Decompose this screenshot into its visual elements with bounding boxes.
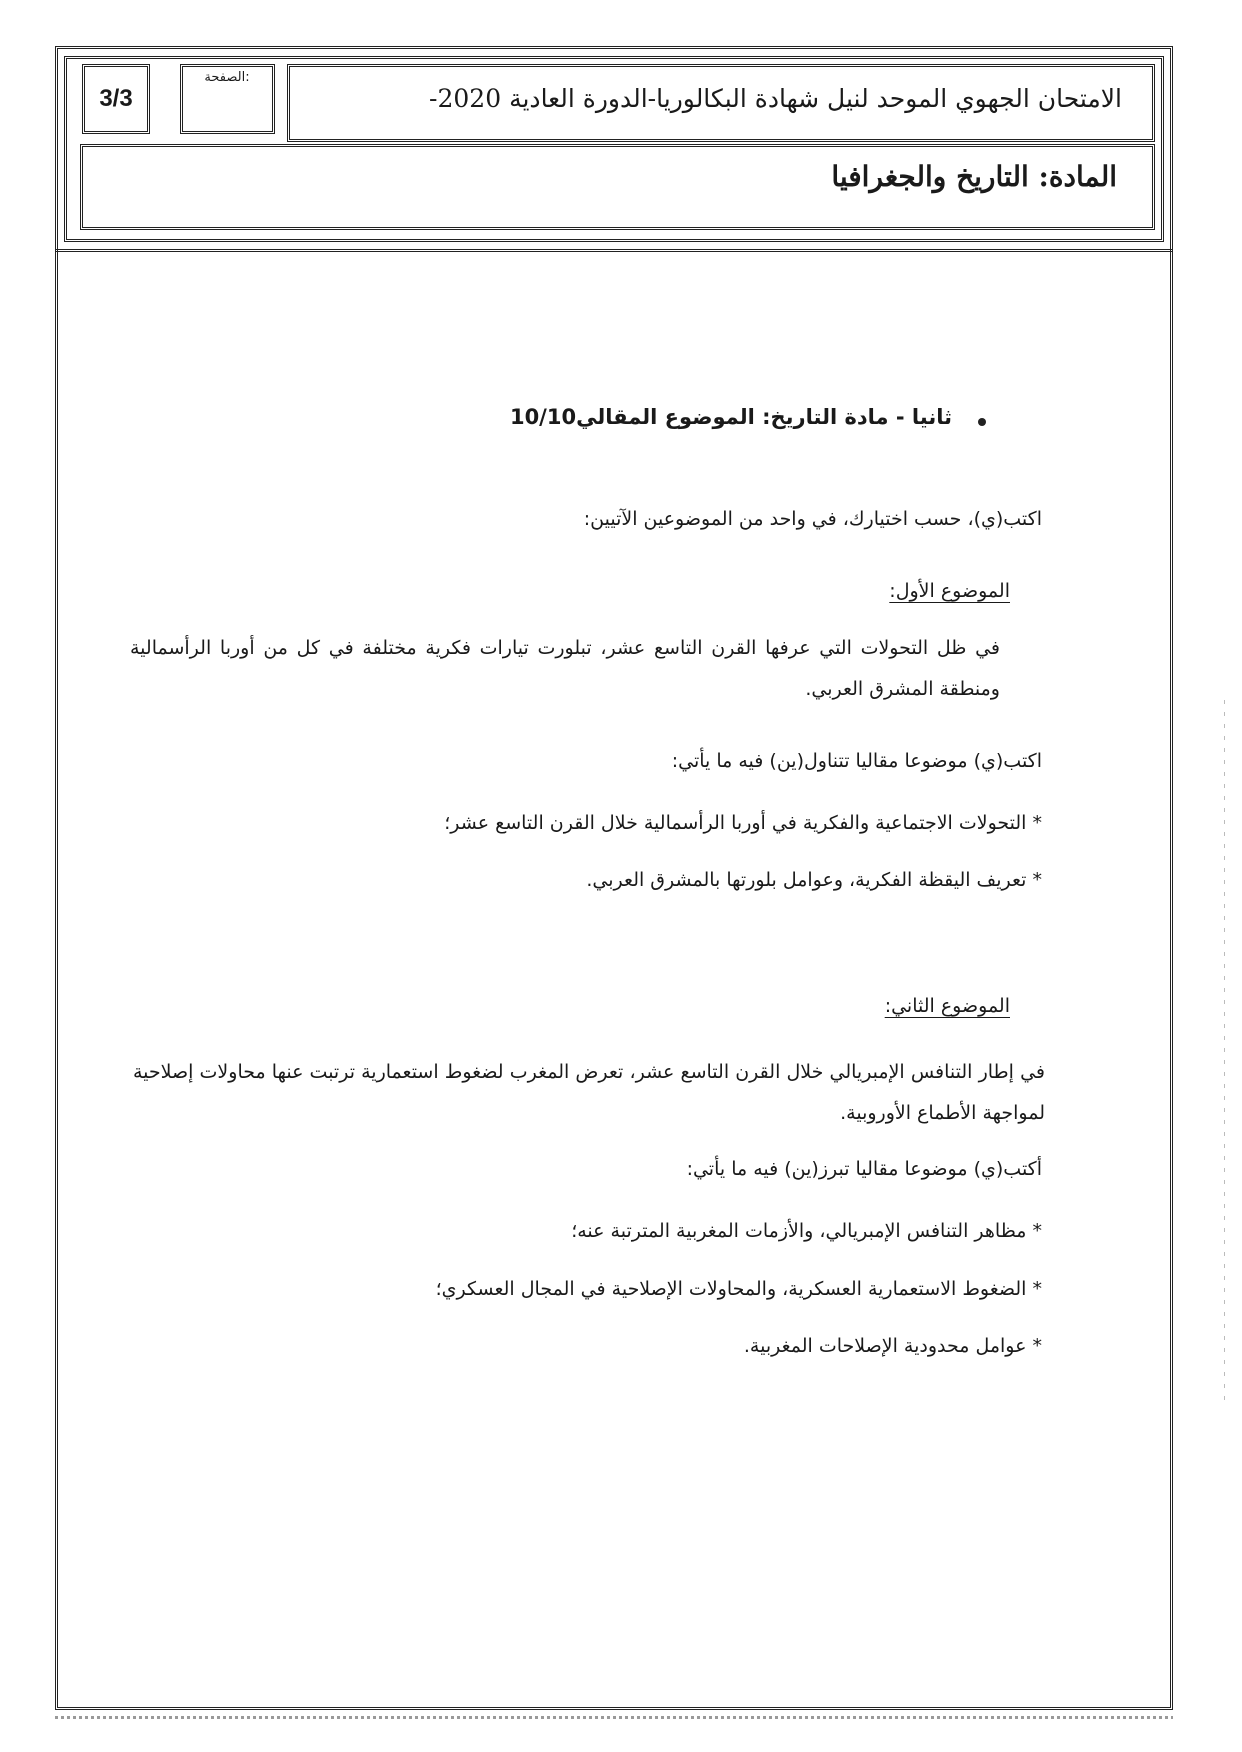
topic2-point-3: * عوامل محدودية الإصلاحات المغربية. [743, 1335, 1042, 1357]
scan-edge-mark [1224, 700, 1225, 1400]
topic1-point-2: * تعريف اليقظة الفكرية، وعوامل بلورتها بالمشرق العربي. [586, 869, 1042, 891]
header-separator [55, 249, 1173, 255]
topic2-task: أكتب(ي) موضوعا مقاليا تبرز(ين) فيه ما يأتي: [686, 1158, 1042, 1180]
topic2-point-1: * مظاهر التنافس الإمبريالي، والأزمات المغربية المترتبة عنه؛ [571, 1220, 1042, 1242]
exam-title: الامتحان الجهوي الموحد لنيل شهادة البكالوريا-الدورة العادية 2020- [429, 84, 1122, 113]
page-label: الصفحة: [204, 70, 250, 85]
section-heading: ثانيا - مادة التاريخ: الموضوع المقالي10/10 [509, 405, 952, 429]
topic1-title: الموضوع الأول: [889, 580, 1010, 602]
topic2-title: الموضوع الثاني: [884, 995, 1010, 1017]
topic2-context: في إطار التنافس الإمبريالي خلال القرن التاسع عشر، تعرض المغرب لضغوط استعمارية ترتبت عنها محاولات إصلاحية لمواجهة الأطماع الأوروبية. [133, 1061, 1045, 1124]
topic1-task: اكتب(ي) موضوعا مقاليا تتناول(ين) فيه ما يأتي: [671, 750, 1042, 772]
subject-title: المادة: التاريخ والجغرافيا [831, 160, 1117, 193]
bullet-icon [978, 418, 986, 426]
section-instruction: اكتب(ي)، حسب اختيارك، في واحد من الموضوعين الآتيين: [583, 508, 1042, 530]
topic1-context: في ظل التحولات التي عرفها القرن التاسع عشر، تبلورت تيارات فكرية مختلفة في كل من أوربا الرأسمالية ومنطقة المشرق العربي. [130, 637, 1000, 700]
bottom-edge-mark [55, 1716, 1173, 1719]
page-number: 3/3 [99, 85, 133, 112]
topic2-point-2: * الضغوط الاستعمارية العسكرية، والمحاولات الإصلاحية في المجال العسكري؛ [435, 1278, 1042, 1300]
topic1-point-1: * التحولات الاجتماعية والفكرية في أوربا الرأسمالية خلال القرن التاسع عشر؛ [444, 812, 1042, 834]
